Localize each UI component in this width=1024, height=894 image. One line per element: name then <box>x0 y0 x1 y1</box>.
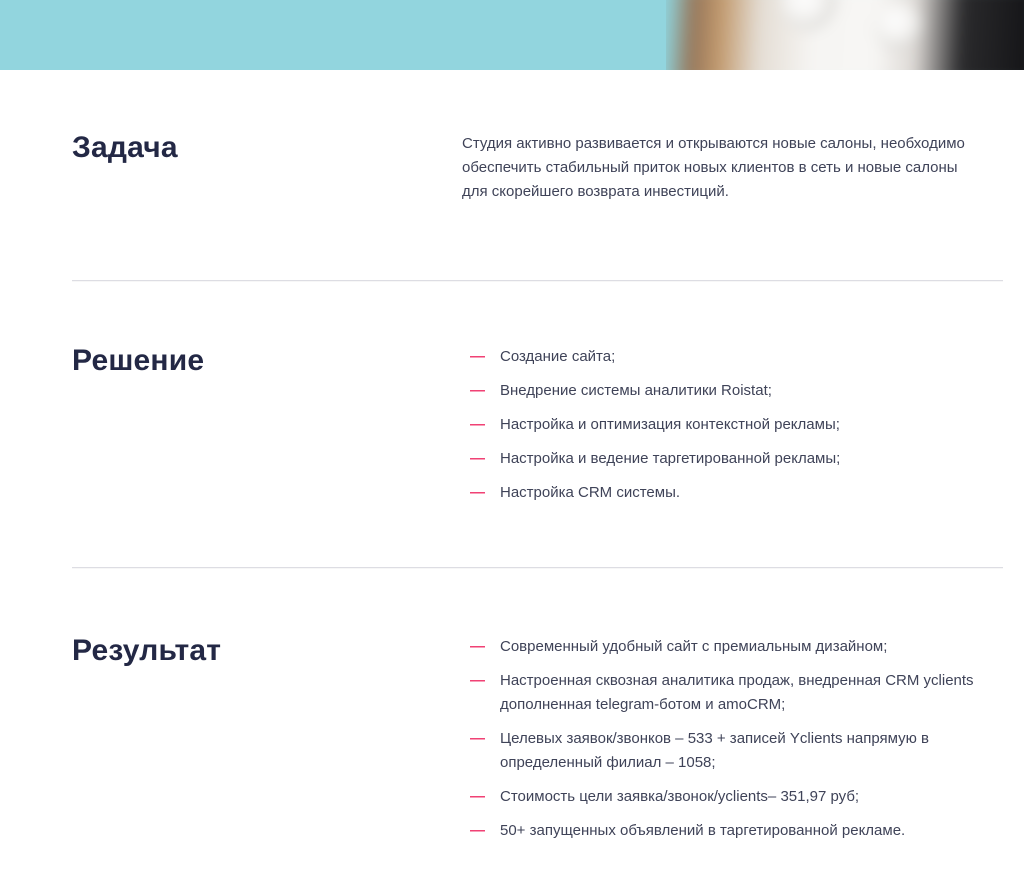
hero-photo <box>666 0 1024 70</box>
result-title: Результат <box>72 634 222 667</box>
flower-decoration-icon <box>780 0 838 30</box>
task-title: Задача <box>72 131 178 164</box>
dash-bullet-icon: — <box>470 450 485 467</box>
list-item <box>470 727 1003 775</box>
list-item-text: Настройка и ведение таргетированной рекламы; <box>500 450 841 467</box>
flower-decoration-icon <box>874 2 924 50</box>
list-item <box>470 447 1003 471</box>
dash-bullet-icon: — <box>470 822 485 839</box>
section-result <box>72 568 1003 887</box>
solution-title: Решение <box>72 344 205 377</box>
result-body <box>462 635 1003 843</box>
dash-bullet-icon: — <box>470 638 485 655</box>
list-item <box>470 819 1003 843</box>
task-body <box>462 132 1003 204</box>
list-item-text: Современный удобный сайт с премиальным дизайном; <box>500 638 888 655</box>
solution-list <box>462 345 1003 505</box>
hero-banner <box>0 0 1024 70</box>
dash-bullet-icon: — <box>470 382 485 399</box>
case-study-content <box>72 70 1003 887</box>
list-item <box>470 345 1003 369</box>
list-item <box>470 379 1003 403</box>
dash-bullet-icon: — <box>470 788 485 805</box>
list-item-text: Целевых заявок/звонков – 533 + записей Yclients напрямую в определенный филиал – 1058; <box>500 730 930 771</box>
dash-bullet-icon: — <box>470 730 485 747</box>
section-solution <box>72 281 1003 567</box>
list-item-text: 50+ запущенных объявлений в таргетированной рекламе. <box>500 822 906 839</box>
dash-bullet-icon: — <box>470 348 485 365</box>
list-item <box>470 785 1003 809</box>
list-item <box>470 413 1003 437</box>
list-item <box>470 635 1003 659</box>
task-description: Студия активно развивается и открываются новые салоны, необходимо обеспечить стабильный приток новых клиентов в сеть и новые салоны для скорейшего возврата инвестиций. <box>462 135 965 200</box>
list-item-text: Стоимость цели заявка/звонок/yclients– 351,97 руб; <box>500 788 860 805</box>
dash-bullet-icon: — <box>470 484 485 501</box>
list-item-text: Настройка CRM системы. <box>500 484 681 501</box>
result-list <box>462 635 1003 843</box>
dash-bullet-icon: — <box>470 416 485 433</box>
list-item-text: Настройка и оптимизация контекстной рекламы; <box>500 416 840 433</box>
list-item <box>470 669 1003 717</box>
solution-body <box>462 345 1003 505</box>
list-item-text: Внедрение системы аналитики Roistat; <box>500 382 772 399</box>
list-item <box>470 481 1003 505</box>
hero-photo-blur <box>666 0 1024 70</box>
dash-bullet-icon: — <box>470 672 485 689</box>
list-item-text: Настроенная сквозная аналитика продаж, внедренная CRM yclients дополненная telegram-ботом и amoCRM; <box>500 672 974 713</box>
section-task <box>72 70 1003 280</box>
list-item-text: Создание сайта; <box>500 348 616 365</box>
